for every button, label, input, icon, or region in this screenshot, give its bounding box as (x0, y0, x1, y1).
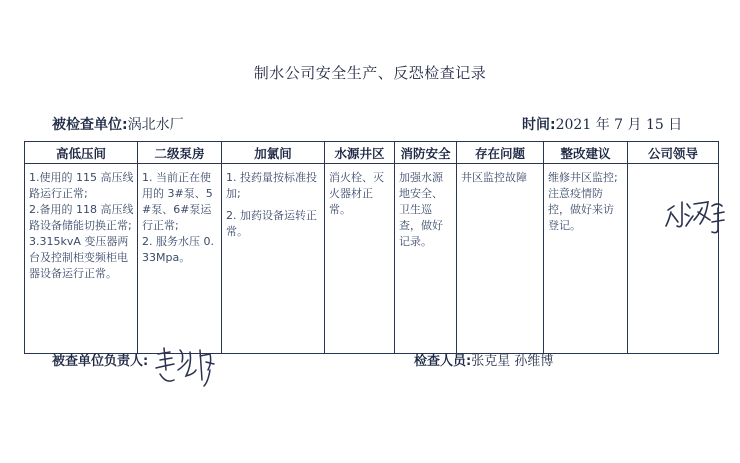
cell-line: 消火栓、灭火器材正常。 (329, 171, 384, 216)
cell-line: 3.315kvA 变压器两台及控制柜变频柜电器设备运行正常。 (29, 235, 129, 280)
inspection-time-value: 2021 年 7 月 15 日 (555, 117, 683, 133)
cell-high-low-voltage-room (25, 164, 138, 354)
inspected-unit-value: 涡北水厂 (127, 117, 184, 133)
cell-water-well-area (325, 164, 395, 354)
cell-chlorination-room (222, 164, 325, 354)
cell-line: 2. 服务水压 0.33Mpa。 (142, 235, 214, 264)
cell-fire-safety (395, 164, 457, 354)
header-rectification-advice: 整改建议 (544, 142, 628, 164)
header-secondary-pump-house: 二级泵房 (138, 142, 222, 164)
inspection-time (522, 114, 682, 134)
inspected-unit (52, 114, 184, 134)
inspectors-names: 张克星 孙维博 (471, 354, 554, 369)
cell-line: 2. 加药设备运转正常。 (226, 209, 317, 238)
inspection-time-label: 时间: (522, 117, 556, 133)
cell-line: 维修井区监控; 注意疫情防控，做好来访登记。 (548, 171, 618, 232)
cell-line: 1. 投药量按标准投加; (226, 171, 317, 200)
cell-line: 2.备用的 118 高压线路设备储能切换正常; (29, 203, 134, 232)
leader-signature (662, 190, 726, 238)
header-fire-safety: 消防安全 (395, 142, 457, 164)
inspection-record-table (24, 141, 719, 354)
header-chlorination-room: 加氯间 (222, 142, 325, 164)
header-existing-problems: 存在问题 (457, 142, 544, 164)
responsible-person-label: 被查单位负责人: (52, 354, 149, 369)
cell-rectification-advice (544, 164, 628, 354)
header-company-leader: 公司领导 (628, 142, 719, 164)
table-header-row (25, 142, 719, 164)
header-high-low-voltage-room: 高低压间 (25, 142, 138, 164)
cell-line: 1. 当前正在使用的 3#泵、5#泵、6#泵运行正常; (142, 171, 213, 232)
document-title: 制水公司安全生产、反恐检查记录 (253, 64, 487, 82)
cell-line: 加强水源地安全、卫生巡查，做好记录。 (399, 171, 443, 248)
inspectors-label: 检查人员: (414, 354, 472, 369)
cell-existing-problems (457, 164, 544, 354)
inspected-unit-label: 被检查单位: (52, 117, 128, 133)
cell-line: 井区监控故障 (461, 171, 527, 184)
cell-secondary-pump-house (138, 164, 222, 354)
cell-line: 1.使用的 115 高压线路运行正常; (29, 171, 134, 200)
table-row (25, 164, 719, 354)
responsible-signature (150, 340, 220, 390)
inspectors (414, 350, 553, 369)
header-water-well-area: 水源井区 (325, 142, 395, 164)
